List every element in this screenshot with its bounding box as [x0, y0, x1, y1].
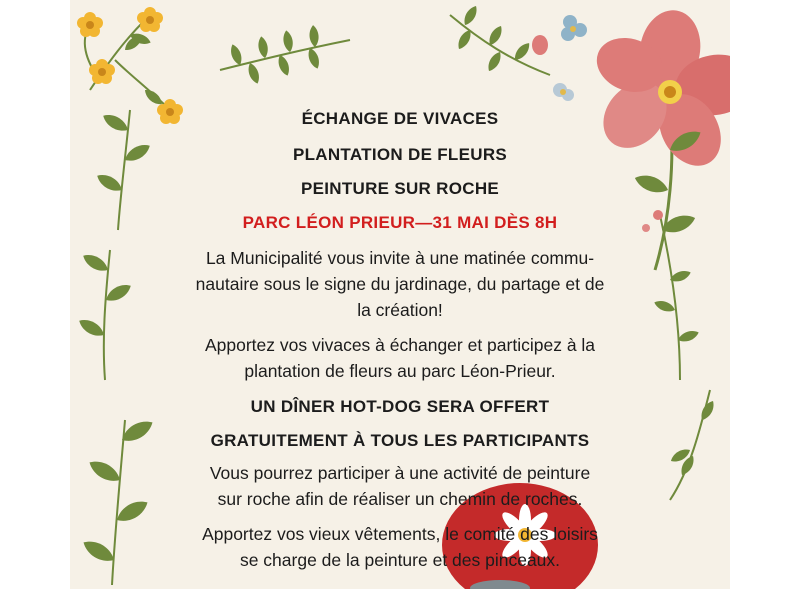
highlight-hotdog-line-2: GRATUITEMENT À TOUS LES PARTICIPANTS	[210, 431, 590, 450]
poster	[70, 0, 730, 589]
blue-flower-icon	[532, 15, 587, 101]
paragraph-invitation-line-3: la création!	[357, 300, 443, 320]
paragraph-clothes-line-2: se charge de la peinture et des pinceaux.	[239, 550, 561, 570]
highlight-hotdog-line-1: UN DÎNER HOT-DOG SERA OFFERT	[250, 397, 550, 416]
yellow-flower-branch	[77, 7, 183, 124]
paragraph-vivaces-line-2: plantation de fleurs au parc Léon-Prieur.	[244, 361, 556, 381]
paragraph-rock-line-2: sur roche afin de réaliser un chemin de roches.	[217, 489, 583, 509]
paragraph-invitation-line-2: nautaire sous le signe du jardinage, du partage et de	[195, 274, 605, 294]
heading-peinture: PEINTURE SUR ROCHE	[300, 179, 500, 198]
yellow-flower-icon	[89, 59, 115, 84]
top-leaf-branch	[220, 25, 350, 86]
paragraph-clothes-line-1: Apportez vos vieux vêtements, le comité des loisirs	[202, 524, 598, 544]
paragraph-vivaces-line-1: Apportez vos vivaces à échanger et participez à la	[204, 335, 596, 355]
heading-plantation: PLANTATION DE FLEURS	[292, 145, 508, 164]
yellow-flower-icon	[137, 7, 163, 32]
yellow-flower-icon	[77, 12, 103, 37]
heading-vivaces: ÉCHANGE DE VIVACES	[301, 109, 499, 128]
paragraph-rock-line-1: Vous pourrez participer à une activité de peinture	[209, 463, 591, 483]
paragraph-invitation-line-1: La Municipalité vous invite à une matinée commu-	[205, 248, 595, 268]
event-date-location: PARC LÉON PRIEUR—31 MAI DÈS 8H	[242, 213, 558, 232]
